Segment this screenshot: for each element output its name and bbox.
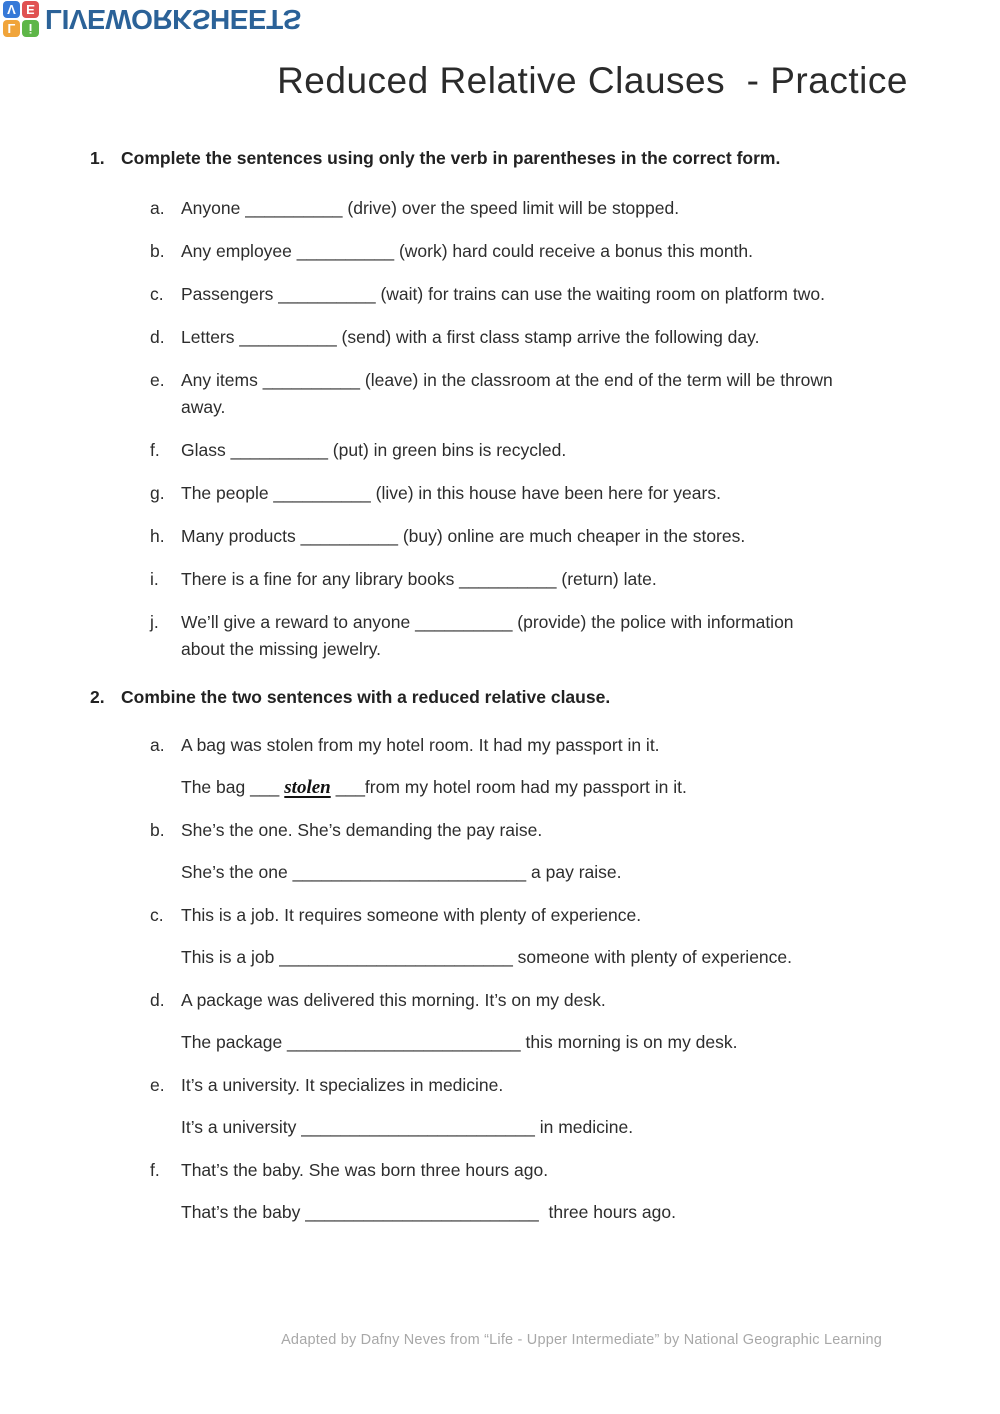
item-text: There is a fine for any library books __________ (return) late. xyxy=(181,569,657,589)
answer-line xyxy=(181,774,950,801)
item-text-continued: about the missing jewelry. xyxy=(181,639,382,659)
exercise1-item-a xyxy=(150,195,950,222)
item-text: Letters __________ (send) with a first class stamp arrive the following day. xyxy=(181,327,760,347)
answer-pre: The bag ___ xyxy=(181,777,280,797)
exercise2-heading xyxy=(90,685,950,709)
item-text: Glass __________ (put) in green bins is recycled. xyxy=(181,440,567,460)
exercise1-item-f xyxy=(150,437,950,464)
item-letter: b. xyxy=(150,820,165,840)
exercise1-item-j xyxy=(150,609,950,663)
item-letter: f. xyxy=(150,1160,160,1180)
answer-post: ___from my hotel room had my passport in it. xyxy=(335,777,687,797)
item-letter: e. xyxy=(150,370,165,390)
answer-line: The package ________________________ this morning is on my desk. xyxy=(181,1032,738,1052)
answer-line: She’s the one ________________________ a pay raise. xyxy=(181,862,622,882)
item-letter: a. xyxy=(150,198,165,218)
exercise2-item-b xyxy=(150,817,950,886)
exercise1-items xyxy=(150,195,950,663)
exercise2-item-a xyxy=(150,732,950,801)
item-sentence: It’s a university. It specializes in medicine. xyxy=(181,1075,504,1095)
logo-tile-e: E xyxy=(22,1,39,18)
exercise1-item-h xyxy=(150,523,950,550)
exercise1-heading xyxy=(90,146,950,170)
item-letter: i. xyxy=(150,569,159,589)
item-sentence: She’s the one. She’s demanding the pay raise. xyxy=(181,820,543,840)
item-letter: j. xyxy=(150,612,159,632)
item-letter: d. xyxy=(150,327,165,347)
exercise1-item-b xyxy=(150,238,950,265)
exercise2-items xyxy=(150,732,950,1226)
item-text: We’ll give a reward to anyone __________ (provide) the police with information xyxy=(181,612,794,632)
item-text: Passengers __________ (wait) for trains can use the waiting room on platform two. xyxy=(181,284,825,304)
logo-tile-l: L xyxy=(3,20,20,37)
liveworksheets-logo[interactable] xyxy=(3,1,301,37)
exercise2-item-e xyxy=(150,1072,950,1141)
item-letter: e. xyxy=(150,1075,165,1095)
item-text: Any employee __________ (work) hard could receive a bonus this month. xyxy=(181,241,754,261)
exercise1-item-e xyxy=(150,367,950,421)
item-sentence: That’s the baby. She was born three hours ago. xyxy=(181,1160,549,1180)
item-letter: f. xyxy=(150,440,160,460)
exercise2-instruction: Combine the two sentences with a reduced relative clause. xyxy=(121,687,611,707)
item-sentence: A bag was stolen from my hotel room. It had my passport in it. xyxy=(181,735,660,755)
logo-wordmark: LIVEWORKSHEETS xyxy=(45,4,301,35)
attribution-text: Adapted by Dafny Neves from “Life - Upper Intermediate” by National Geographic Learning xyxy=(281,1332,882,1348)
item-text: Anyone __________ (drive) over the speed limit will be stopped. xyxy=(181,198,680,218)
item-letter: c. xyxy=(150,905,164,925)
exercise1-item-i xyxy=(150,566,950,593)
exercise1-item-d xyxy=(150,324,950,351)
item-letter: a. xyxy=(150,735,165,755)
exercise2-item-f xyxy=(150,1157,950,1226)
exercise1-instruction: Complete the sentences using only the verb in parentheses in the correct form. xyxy=(121,148,781,168)
exercise2-number: 2. xyxy=(90,687,105,707)
answer-word: stolen xyxy=(284,777,331,798)
item-text: Any items __________ (leave) in the classroom at the end of the term will be thrown xyxy=(181,370,833,390)
worksheet-body xyxy=(90,146,950,1242)
item-sentence: A package was delivered this morning. It’s on my desk. xyxy=(181,990,606,1010)
item-letter: c. xyxy=(150,284,164,304)
logo-tile-v: V xyxy=(3,1,20,18)
item-letter: d. xyxy=(150,990,165,1010)
liveworksheets-grid-icon xyxy=(3,1,39,37)
exercise2-item-d xyxy=(150,987,950,1056)
page-title: Reduced Relative Clauses - Practice xyxy=(277,60,908,101)
item-text: The people __________ (live) in this house have been here for years. xyxy=(181,483,721,503)
item-letter: g. xyxy=(150,483,165,503)
item-letter: h. xyxy=(150,526,165,546)
item-text-continued: away. xyxy=(181,397,226,417)
item-text: Many products __________ (buy) online are much cheaper in the stores. xyxy=(181,526,746,546)
answer-line: This is a job ________________________ someone with plenty of experience. xyxy=(181,947,793,967)
exercise1-number: 1. xyxy=(90,148,105,168)
exercise1-item-g xyxy=(150,480,950,507)
answer-line: That’s the baby ________________________ three hours ago. xyxy=(181,1202,676,1222)
item-sentence: This is a job. It requires someone with plenty of experience. xyxy=(181,905,642,925)
exercise1-item-c xyxy=(150,281,950,308)
logo-tile-i: i xyxy=(22,20,39,37)
exercise2-item-c xyxy=(150,902,950,971)
item-letter: b. xyxy=(150,241,165,261)
answer-line: It’s a university ________________________ in medicine. xyxy=(181,1117,634,1137)
